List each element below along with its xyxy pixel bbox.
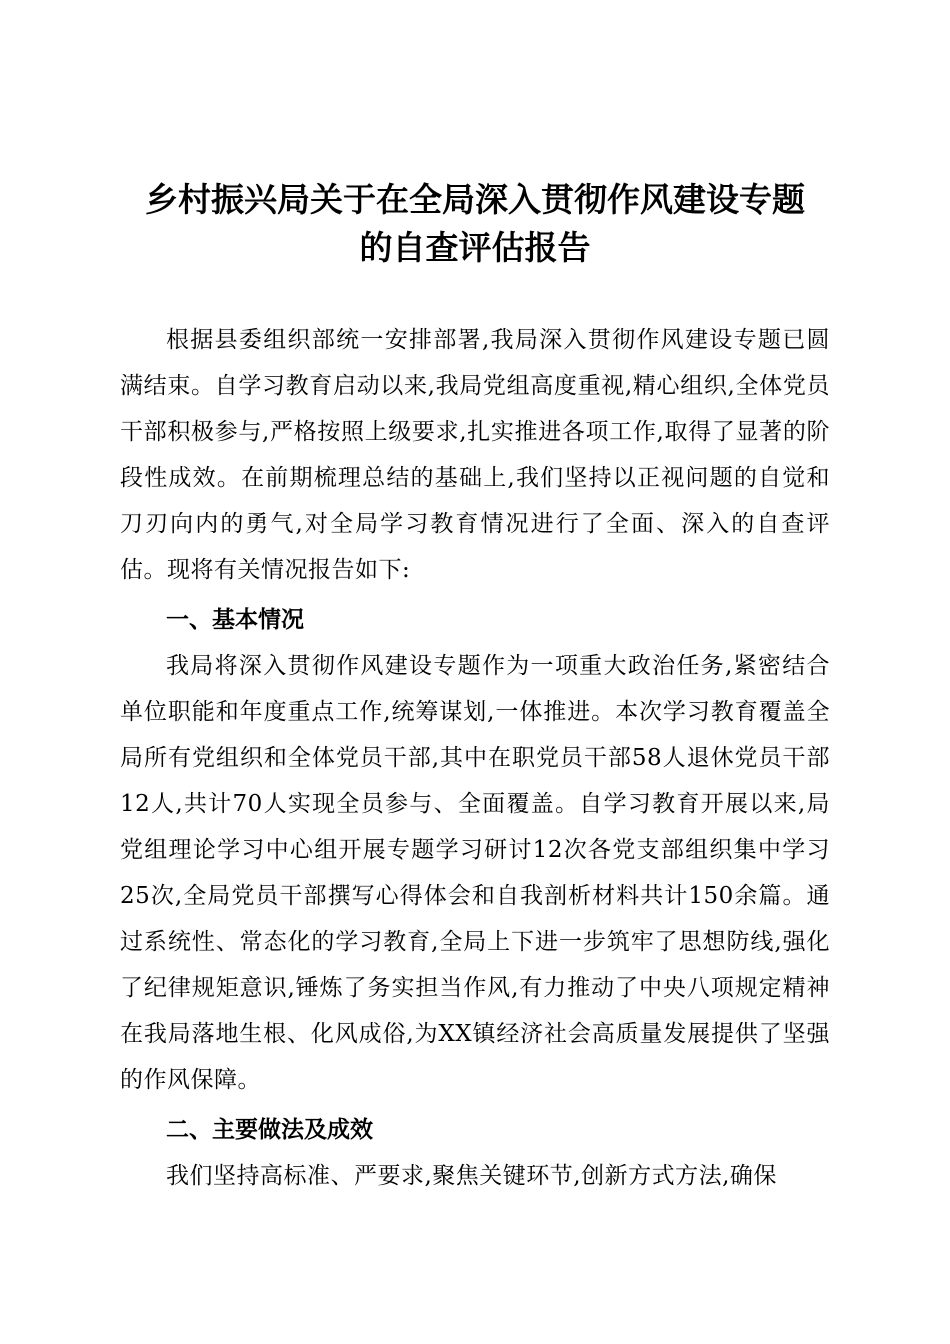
methods-paragraph: 我们坚持高标准、严要求,聚焦关键环节,创新方式方法,确保: [166, 1163, 777, 1189]
document-body: [120, 317, 830, 1199]
section-heading-basic: 一、基本情况: [166, 607, 304, 633]
title-line-1: 乡村振兴局关于在全局深入贯彻作风建设专题: [145, 180, 805, 219]
document-title: [100, 176, 850, 272]
section-heading-methods: 二、主要做法及成效: [166, 1117, 373, 1143]
intro-paragraph: 根据县委组织部统一安排部署,我局深入贯彻作风建设专题已圆满结束。自学习教育启动以来,我局党组高度重视,精心组织,全体党员干部积极参与,严格按照上级要求,扎实推进各项工作,取得了显著的阶段性成效。在前期梳理总结的基础上,我们坚持以正视问题的自觉和刀刃向内的勇气,对全局学习教育情况进行了全面、深入的自查评估。现将有关情况报告如下:: [120, 327, 830, 583]
title-line-2: 的自查评估报告: [359, 228, 591, 267]
basic-situation-paragraph: 我局将深入贯彻作风建设专题作为一项重大政治任务,紧密结合单位职能和年度重点工作,统筹谋划,一体推进。本次学习教育覆盖全局所有党组织和全体党员干部,其中在职党员干部58人退休党员干部12人,共计70人实现全员参与、全面覆盖。自学习教育开展以来,局党组理论学习中心组开展专题学习研讨12次各党支部组织集中学习25次,全局党员干部撰写心得体会和自我剖析材料共计150余篇。通过系统性、常态化的学习教育,全局上下进一步筑牢了思想防线,强化了纪律规矩意识,锤炼了务实担当作风,有力推动了中央八项规定精神在我局落地生根、化风成俗,为XX镇经济社会高质量发展提供了坚强的作风保障。: [120, 653, 830, 1093]
